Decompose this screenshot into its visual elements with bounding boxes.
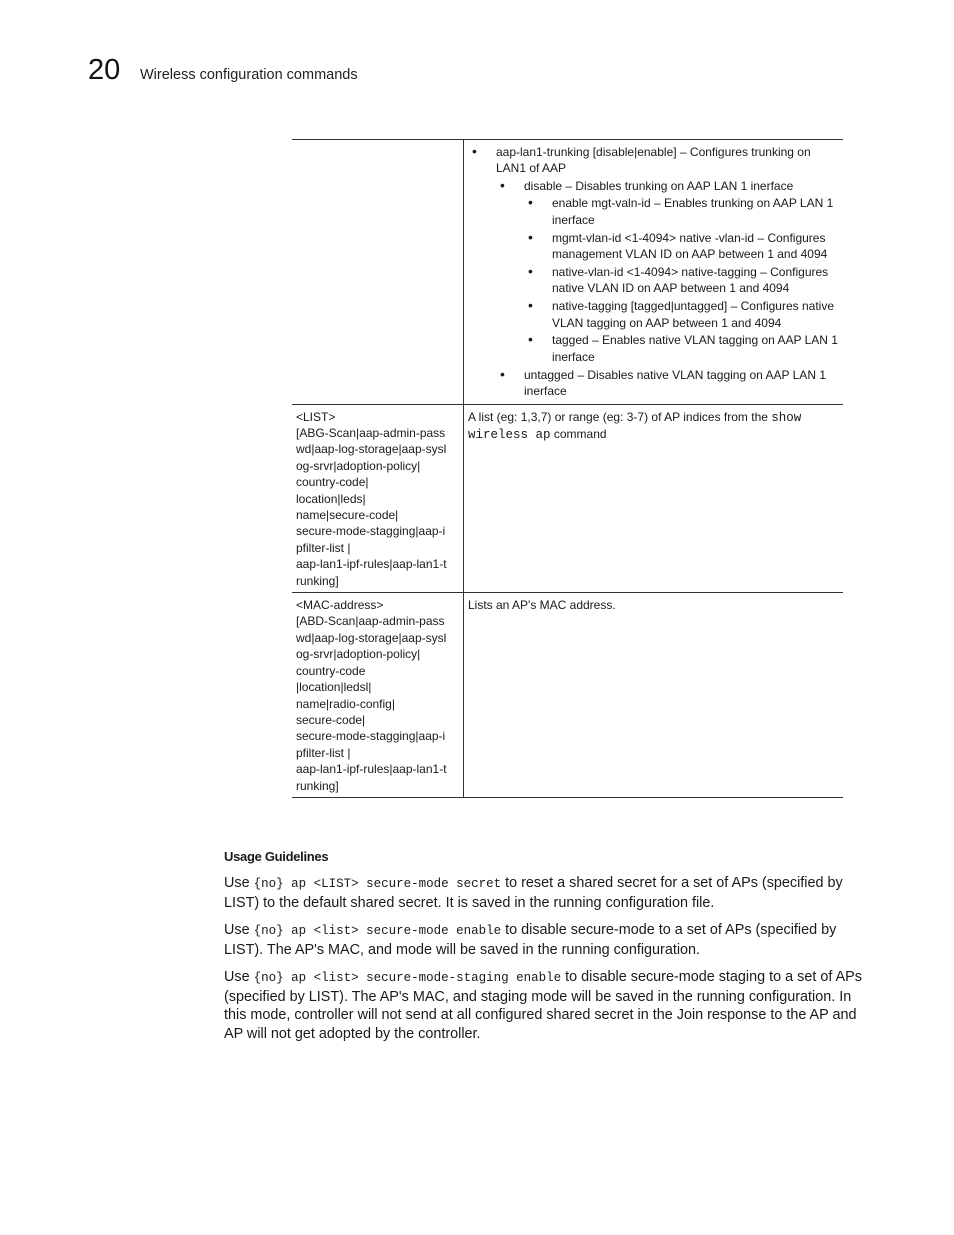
bullet-icon: • [528,262,533,279]
command-code: {no} ap <list> secure-mode-staging enable [253,971,562,985]
list-item [524,195,839,228]
list-item [524,264,839,297]
param-line: country-code [296,663,366,678]
parameter-table [292,139,843,798]
para-text: to disable secure-mode to a set of APs (specified by LIST). The AP's MAC, and mode will be saved in the running configuration. [224,922,837,958]
bullet-icon: • [528,331,533,348]
param-line: country-code| [296,475,369,490]
param-line: pfilter-list | [296,540,351,555]
sub-option-list [496,178,839,400]
nested-option-list [524,195,839,365]
command-code: show wireless ap [468,410,802,442]
bullet-icon: • [500,365,505,382]
param-line: name|radio-config| [296,696,395,711]
usage-paragraph [224,968,869,1043]
option-text: mgmt-vlan-id <1-4094> native -vlan-id – Configures management VLAN ID on AAP between 1 and 4094 [552,230,828,261]
param-line: og-srvr|adoption-policy| [296,647,421,662]
table-row [292,140,843,405]
option-text: disable – Disables trunking on AAP LAN 1 inerface [524,178,794,193]
description-cell: Lists an AP's MAC address. [464,593,844,798]
option-text: native-vlan-id <1-4094> native-tagging – Configures native VLAN ID on AAP between 1 and 4094 [552,264,829,296]
param-line: wd|aap-log-storage|aap-sysl [296,442,447,457]
para-text: Use [224,969,254,985]
desc-text: A list (eg: 1,3,7) or range (eg: 3-7) of AP indices from the [468,409,772,424]
chapter-title: Wireless configuration commands [140,67,358,83]
param-line: pfilter-list | [296,745,351,760]
param-line: [ABG-Scan|aap-admin-pass [296,426,446,440]
para-text: to disable secure-mode staging to a set of APs (specified by LIST). The AP's MAC, and staging mode will be saved in the running configuration. In this mode, controller will not send at all configured shared secret in the Join response to the AP and AP will not get adopted by the controller. [224,969,862,1042]
param-line: wd|aap-log-storage|aap-sysl [296,630,447,645]
option-text: untagged – Disables native VLAN tagging on AAP LAN 1 inerface [524,367,826,399]
list-item [468,144,839,400]
para-text: Use [224,875,254,891]
param-cell [292,404,464,592]
param-line: runking] [296,778,339,793]
option-text: aap-lan1-trunking [disable|enable] – Configures trunking on LAN1 of AAP [496,145,811,176]
option-list [468,144,839,400]
description-cell [464,140,844,405]
param-cell [292,140,464,405]
para-text: to reset a shared secret for a set of APs (specified by LIST) to the default shared secret. It is saved in the running configuration file. [224,875,843,911]
bullet-icon: • [528,194,533,211]
bullet-icon: • [528,297,533,314]
list-item [524,230,839,263]
desc-text: command [550,427,607,441]
option-text: tagged – Enables native VLAN tagging on AAP LAN 1 inerface [552,333,838,364]
param-line: secure-mode-stagging|aap-i [296,524,446,539]
bullet-icon: • [500,176,505,193]
param-line: secure-code| [296,712,366,727]
param-cell [292,593,464,798]
chapter-number: 20 [88,54,121,86]
option-text: native-tagging [tagged|untagged] – Configures native VLAN tagging on AAP between 1 and 4094 [552,299,834,330]
param-line: aap-lan1-ipf-rules|aap-lan1-t [296,557,447,572]
param-line: runking] [296,573,339,588]
list-item [524,298,839,331]
list-item [524,332,839,365]
command-code: {no} ap <list> secure-mode enable [253,924,502,938]
table-row [292,404,843,592]
param-line: location|leds| [296,491,366,506]
bullet-icon: • [528,228,533,245]
param-line: og-srvr|adoption-policy| [296,458,421,473]
table-row [292,593,843,798]
param-line: secure-mode-stagging|aap-i [296,729,446,744]
param-line: <MAC-address> [296,598,384,613]
param-line: <LIST> [296,409,336,424]
usage-guidelines-heading: Usage Guidelines [224,849,329,864]
option-text: enable mgt-valn-id – Enables trunking on AAP LAN 1 inerface [552,196,834,227]
param-line: name|secure-code| [296,508,399,523]
param-line: |location|ledsl| [296,680,372,695]
param-line: aap-lan1-ipf-rules|aap-lan1-t [296,762,447,777]
param-line: [ABD-Scan|aap-admin-pass [296,614,445,629]
usage-paragraph [224,874,869,912]
list-item [496,367,839,400]
list-item [496,178,839,365]
description-cell [464,404,844,592]
usage-paragraph [224,921,869,959]
bullet-icon: • [472,143,477,159]
para-text: Use [224,922,254,938]
command-code: {no} ap <LIST> secure-mode secret [253,877,502,891]
